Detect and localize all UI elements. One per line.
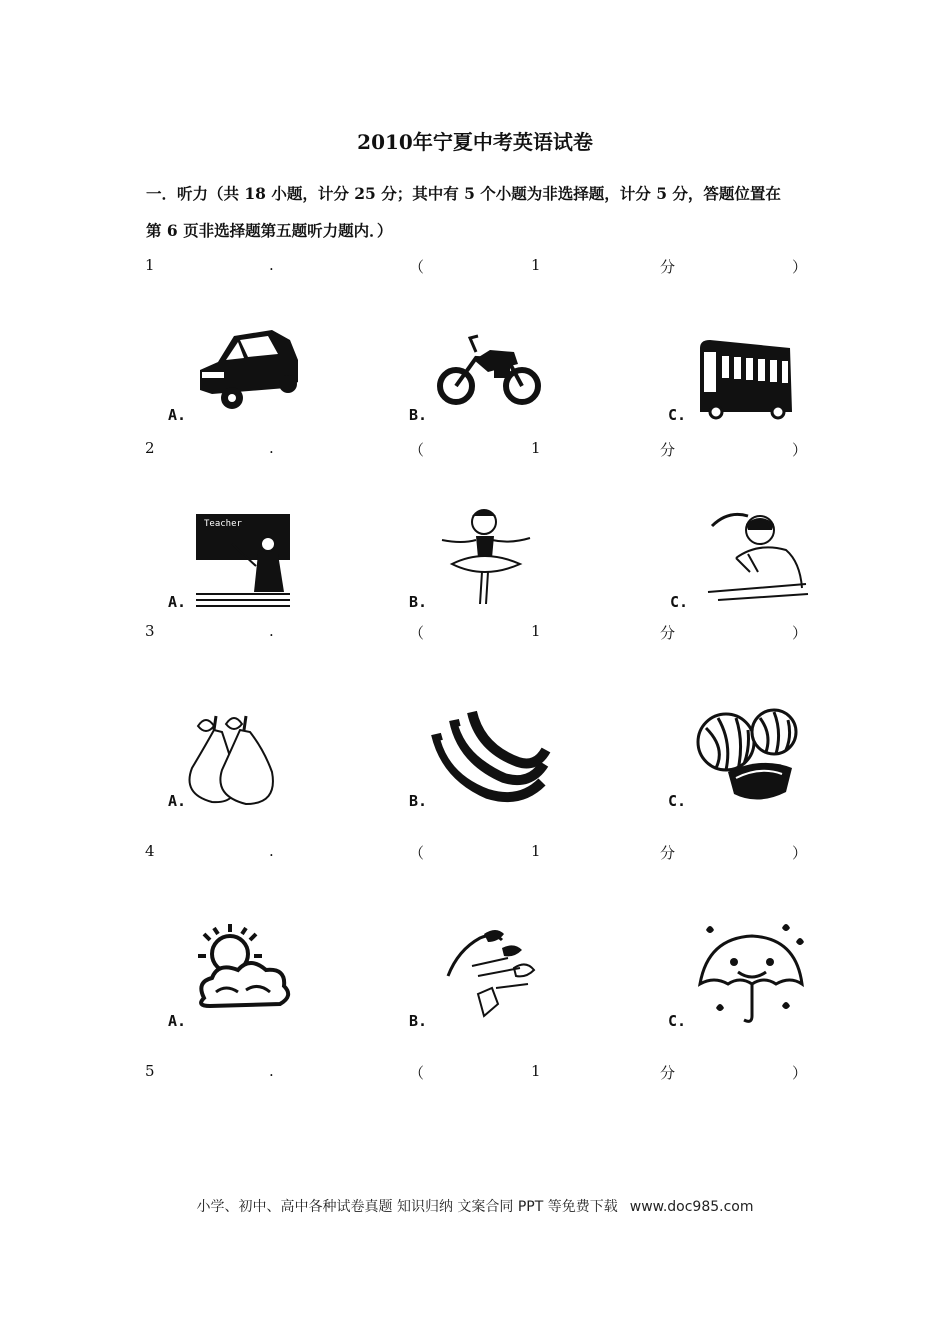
question-dot: . [269,842,274,860]
section-heading-line-1: 一．听力（共 18 小题，计分 25 分；其中有 5 个小题为非选择题，计分 5 分，答题位置在 [146,184,781,203]
question-dot: . [269,1062,274,1080]
question-points: 1 [531,622,541,640]
question-4-line [0,842,950,866]
question-points: 1 [531,842,541,860]
question-number: 4 [145,842,155,860]
open-paren: （ [409,441,425,459]
doctor-icon [678,488,828,608]
option-c-label: C. [668,406,687,424]
bus-icon [678,302,828,422]
footer-text: 小学、初中、高中各种试卷真题 知识归纳 文案合同 PPT 等免费下载 [196,1199,618,1215]
blackboard-text: Teacher [204,519,242,529]
close-paren: ） [792,258,808,276]
option-b-label: B. [409,406,428,424]
open-paren: （ [409,844,425,862]
footer-link[interactable]: www.doc985.com [629,1199,754,1215]
option-a-label: A. [168,406,187,424]
option-a-label: A. [168,593,187,611]
option-b-label: B. [409,1012,428,1030]
points-unit: 分 [660,1064,676,1082]
question-number: 5 [145,1062,155,1080]
question-1-line [0,256,950,280]
footer [0,1196,950,1216]
points-unit: 分 [660,258,676,276]
close-paren: ） [792,624,808,642]
dancer-icon [418,488,568,608]
open-paren: （ [409,1064,425,1082]
question-3-line [0,622,950,646]
car-icon [160,302,310,422]
question-5-line [0,1062,950,1086]
watermelon-icon [678,690,828,810]
question-points: 1 [531,1062,541,1080]
question-dot: . [269,439,274,457]
option-c-label: C. [670,593,689,611]
question-points: 1 [531,256,541,274]
bananas-icon [418,690,568,810]
motorcycle-icon [418,302,568,422]
question-number: 2 [145,439,155,457]
section-heading-line-2: 第 6 页非选择题第五题听力题内．） [146,221,393,240]
question-points: 1 [531,439,541,457]
option-c-label: C. [668,1012,687,1030]
points-unit: 分 [660,624,676,642]
option-b-label: B. [409,593,428,611]
points-unit: 分 [660,441,676,459]
question-dot: . [269,256,274,274]
option-a-label: A. [168,1012,187,1030]
teacher-icon [160,488,310,608]
question-number: 1 [145,256,155,274]
rainy-umbrella-icon [678,912,828,1032]
windy-icon [418,912,568,1032]
option-a-label: A. [168,792,187,810]
points-unit: 分 [660,844,676,862]
open-paren: （ [409,624,425,642]
close-paren: ） [792,844,808,862]
option-b-label: B. [409,792,428,810]
question-2-line [0,439,950,463]
question-number: 3 [145,622,155,640]
close-paren: ） [792,1064,808,1082]
option-c-label: C. [668,792,687,810]
page-title: 2010年宁夏中考英语试卷 [357,130,593,154]
question-dot: . [269,622,274,640]
open-paren: （ [409,258,425,276]
close-paren: ） [792,441,808,459]
